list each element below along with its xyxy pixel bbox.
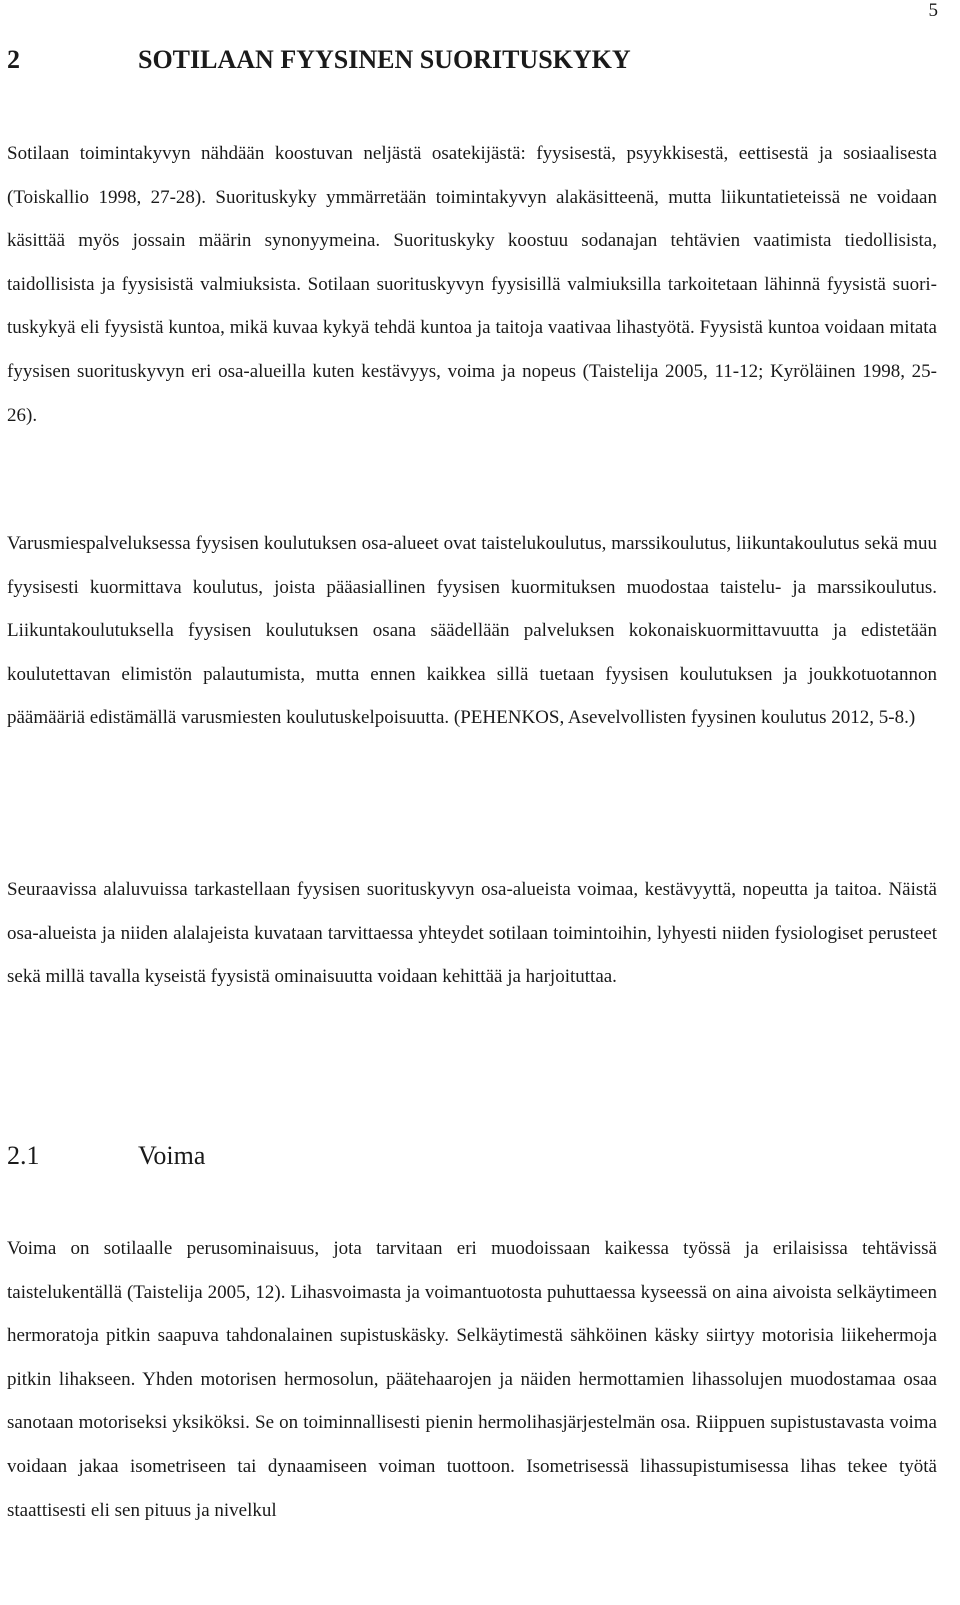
section-number: 2.1 (7, 1141, 40, 1170)
section-title: Voima (138, 1141, 206, 1170)
paragraph-toimintakyky: Sotilaan toimintakyvyn nähdään koostuvan neljästä osatekijästä: fyysisestä, psyykkisestä, eettisestä ja sosiaalisesta (Toiskallio 1998, 27-28). Suorituskyky ymmärretään toimintakyvyn alakäsitteenä, mutta liikuntatieteissä ne voidaan käsittää myös jossain määrin synonyymeina. Suorituskyky koostuu sodanajan tehtävien vaatimista tiedollisista, taidollisista ja fyysisistä valmiuksista. Sotilaan suorituskyvyn fyysisillä valmiuksilla tarkoitetaan lähinnä fyysistä suorituskykyä eli fyysistä kuntoa, mikä kuvaa kykyä tehdä kuntoa ja taitoja vaativaa lihastyötä. Fyysistä kuntoa voidaan mitata fyysisen suorituskyvyn eri osa-alueilla kuten kestävyys, voima ja nopeus (Taistelija 2005, 11-12; Kyröläinen 1998, 25-26). (7, 143, 937, 426)
paragraph-alaluvut: Seuraavissa alaluvuissa tarkastellaan fyysisen suorituskyvyn osa-alueista voimaa, kestävyyttä, nopeutta ja taitoa. Näistä osa-alueista ja niiden alalajeista kuvataan tarvittaessa yhteydet sotilaan toimintoihin, lyhyesti niiden fysiologiset perusteet sekä millä tavalla kyseistä fyysistä ominaisuutta voidaan kehittää ja harjoituttaa. (7, 879, 937, 988)
paragraph-varusmiespalvelus: Varusmiespalveluksessa fyysisen koulutuksen osa-alueet ovat taistelukoulutus, marssikoulutus, liikuntakoulutus sekä muu fyysisesti kuormittava koulutus, joista pääasiallinen fyysisen kuormituksen muodostaa taistelu- ja marssikoulutus. Liikuntakoulutuksella fyysisen koulutuksen osana säädellään palveluksen kokonaiskuormittavuutta ja edistetään koulutettavan elimistön palautumista, mutta ennen kaikkea sillä tuetaan fyysisen koulutuksen ja joukkotuotannon päämääriä edistämällä varusmiesten koulutuskelpoisuutta. (PEHENKOS, Asevelvollisten fyysinen koulutus 2012, 5-8.) (7, 533, 937, 729)
chapter-number: 2 (7, 45, 20, 74)
page-number: 5 (928, 0, 938, 21)
chapter-title: SOTILAAN FYYSINEN SUORITUSKYKY (138, 45, 631, 74)
paragraph-voima: Voima on sotilaalle perusominaisuus, jota tarvitaan eri muodoissaan kaikessa työssä ja erilaisissa tehtävissä taistelukentällä (Taistelija 2005, 12). Lihasvoimasta ja voimantuotosta puhuttaessa kyseessä on aina aivoista selkäytimeen hermoratoja pitkin saapuva tahdonalainen supistuskäsky. Selkäytimestä sähköinen käsky siirtyy motorisia liikehermoja pitkin lihakseen. Yhden motorisen hermosolun, päätehaarojen ja näiden hermottamien lihassolujen muodostamaa osaa sanotaan motoriseksi yksiköksi. Se on toiminnallisesti pienin hermolihasjärjestelmän osa. Riippuen supistustavasta voima voidaan jakaa isometriseen tai dynaamiseen voiman tuottoon. Isometrisessä lihassupistumisessa lihas tekee työtä staattisesti eli sen pituus ja nivelkul (7, 1238, 937, 1521)
section-heading (7, 1140, 937, 1172)
chapter-heading (7, 44, 937, 76)
